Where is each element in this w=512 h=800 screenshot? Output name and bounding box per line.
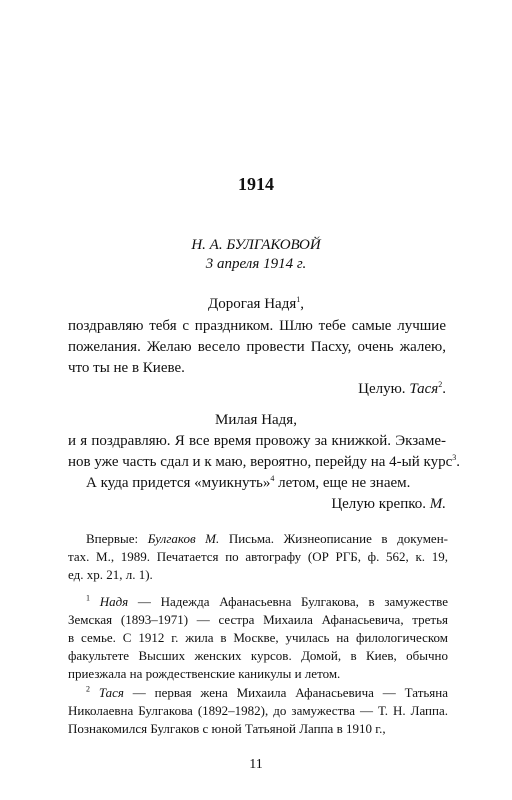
closing-2: Целую крепко. М.	[331, 496, 446, 512]
page-number: 11	[249, 757, 263, 772]
footnote-line: Земская (1893–1971) — сестра Михаила Афанасьевича, третья	[68, 612, 448, 627]
footnote-ref-4: 4	[270, 474, 275, 483]
footnote-line: приезжала на рождественские каникулы и летом.	[68, 666, 341, 681]
letter-line: поздравляю тебя с праздником. Шлю тебе самые лучшие	[68, 318, 446, 334]
letter-line: А куда придется «муикнуть»$^4$ летом, еще не знаем.	[86, 474, 411, 491]
footnote-ref-3: 3	[452, 453, 457, 462]
signature-1: Тася	[409, 381, 439, 397]
footnote-2: $^2$ Тася — первая жена Михаила Афанасьевича — Татьяна	[86, 684, 449, 700]
letter-date: 3 апреля 1914 г.	[205, 256, 307, 272]
signature-2: М.	[429, 496, 446, 512]
letter-line: и я поздравляю. Я все время провожу за книжкой. Экзаме-	[68, 433, 446, 449]
source-note: Впервые: Булгаков М. Письма. Жизнеописание в докумен-	[86, 531, 448, 546]
letter-line: пожелания. Желаю весело провести Пасху, очень жалею,	[68, 339, 446, 355]
footnote-ref-1: 1	[296, 295, 301, 304]
source-note-line: ед. хр. 21, л. 1).	[68, 567, 153, 582]
footnote-ref-2: 2	[438, 380, 443, 389]
footnote-line: Николаевна Булгакова (1892–1982), до замужества — Т. Н. Лаппа.	[68, 703, 448, 718]
source-note-line: тах. М., 1989. Печатается по автографу (ОР РГБ, ф. 562, к. 19,	[68, 549, 448, 564]
letter-addressee: Н. А. БУЛГАКОВОЙ	[191, 237, 321, 253]
letter-line: нов уже часть сдал и к маю, вероятно, перейду на 4-ый курс$^3$.	[68, 453, 460, 470]
footnote-line: в семье. С 1912 г. жила в Москве, училась на филологическом	[68, 630, 448, 645]
footnote-line: факультете Высших женских курсов. Домой, в Киев, обычно	[68, 648, 448, 663]
closing-1: Целую. Тася$^2$.	[358, 380, 446, 397]
salutation-1: Дорогая Надя$^1$,	[208, 295, 304, 312]
salutation-2: Милая Надя,	[215, 412, 297, 428]
footnote-1: $^1$ Надя — Надежда Афанасьевна Булгакова, в замужестве	[86, 593, 449, 609]
footnote-line: Познакомился Булгаков с юной Татьяной Лаппа в 1910 г.,	[68, 721, 386, 736]
year-heading: 1914	[238, 174, 274, 194]
letter-line: что ты не в Киеве.	[68, 360, 185, 376]
